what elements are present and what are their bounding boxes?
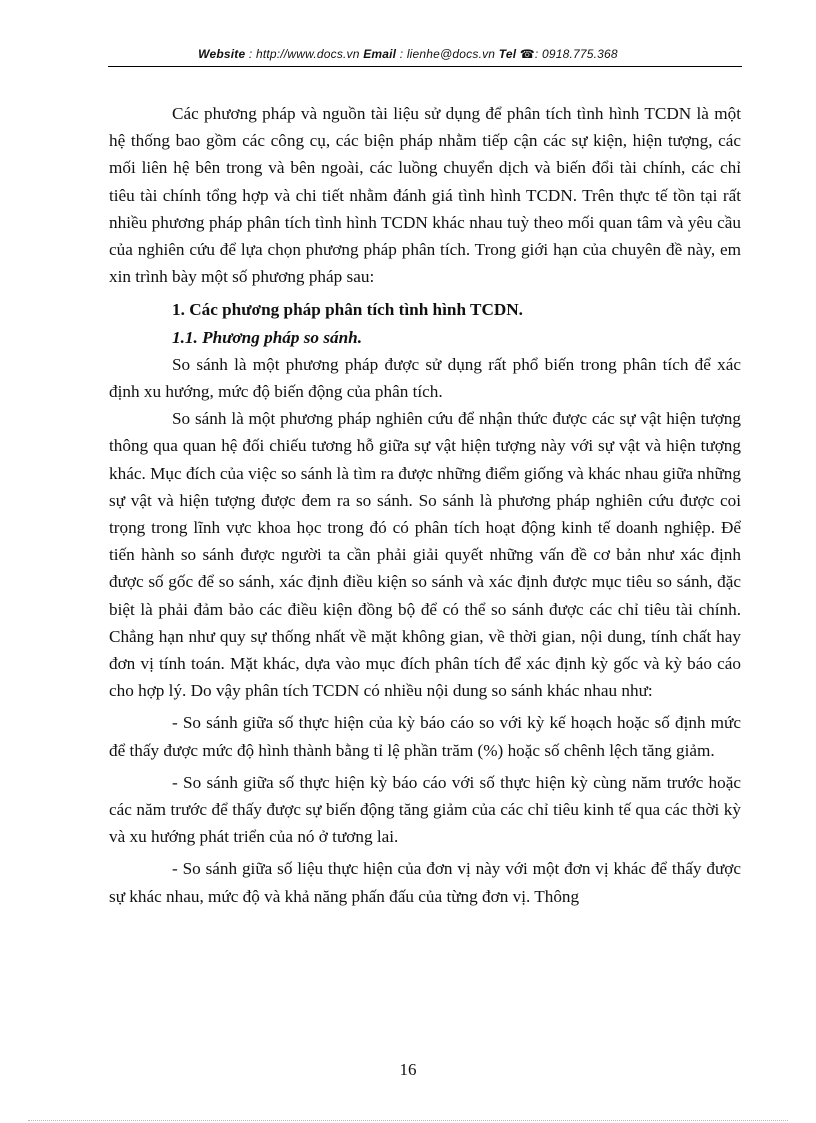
section-heading: 1. Các phương pháp phân tích tình hình TCDN.: [172, 300, 523, 320]
email-address: : lienhe@docs.vn: [399, 47, 496, 61]
website-url: : http://www.docs.vn: [248, 47, 360, 61]
tel-label: Tel: [498, 47, 517, 61]
website-label: Website: [198, 47, 246, 61]
email-label: Email: [363, 47, 397, 61]
comparison-definition-paragraph: So sánh là một phương pháp được sử dụng rất phổ biến trong phân tích để xác định xu hướng, mức độ biến động của phân tích.: [109, 354, 741, 402]
bullet-item: - So sánh giữa số liệu thực hiện của đơn vị này với một đơn vị khác để thấy được sự khác nhau, mức độ và khả năng phấn đấu của từng đơn vị. Thông: [109, 859, 741, 906]
bullet-item: - So sánh giữa số thực hiện của kỳ báo cáo so với kỳ kế hoạch hoặc số định mức để thấy được mức độ hình thành bằng tỉ lệ phần trăm (%) hoặc số chênh lệch tăng giảm.: [109, 713, 741, 760]
tel-number: ☎: 0918.775.368: [519, 47, 618, 61]
page-header: [0, 47, 816, 61]
comparison-detail-paragraph: So sánh là một phương pháp nghiên cứu để nhận thức được các sự vật hiện tượng thông qua quan hệ đối chiếu tương hỗ giữa sự vật hiện tượng này với sự vật và hiện tượng khác. Mục đích của việc so sánh là tìm ra được những điểm giống và khác nhau giữa những sự vật và hiện tượng được đem ra so sánh. So sánh là phương pháp nghiên cứu được coi trọng trong lĩnh vực khoa học trong đó có phân tích hoạt động kinh tế doanh nghiệp. Để tiến hành so sánh được người ta cần phải giải quyết những vấn đề cơ bản như xác định được số gốc để so sánh, xác định điều kiện so sánh và xác định được mục tiêu so sánh, đặc biệt là phải đảm bảo các điều kiện đồng bộ để có thể so sánh được các chỉ tiêu tài chính. Chẳng hạn như quy sự thống nhất về mặt không gian, về thời gian, nội dung, tính chất hay đơn vị tính toán. Mặt khác, dựa vào mục đích phân tích để xác định kỳ gốc và kỳ báo cáo cho hợp lý. Do vậy phân tích TCDN có nhiều nội dung so sánh khác nhau như:: [109, 409, 741, 701]
page-body: [109, 100, 741, 910]
bullet-item: - So sánh giữa số thực hiện kỳ báo cáo với số thực hiện kỳ cùng năm trước hoặc các năm trước để thấy được sự biến động tăng giảm của các chỉ tiêu kinh tế qua các thời kỳ và xu hướng phát triển của nó ở tương lai.: [109, 772, 741, 847]
bottom-divider: [28, 1120, 788, 1121]
intro-paragraph: Các phương pháp và nguồn tài liệu sử dụng để phân tích tình hình TCDN là một hệ thống bao gồm các công cụ, các biện pháp nhằm tiếp cận các sự kiện, hiện tượng, các mối liên hệ bên trong và bên ngoài, các luồng chuyển dịch và biến đổi tài chính, các chỉ tiêu tài chính tổng hợp và chi tiết nhằm đánh giá tình hình TCDN. Trên thực tế tồn tại rất nhiều phương pháp phân tích tình hình TCDN khác nhau tuỳ theo mối quan tâm và yêu cầu của nghiên cứu để lựa chọn phương pháp phân tích. Trong giới hạn của chuyên đề này, em xin trình bày một số phương pháp sau:: [109, 104, 741, 287]
subsection-heading: 1.1. Phương pháp so sánh.: [172, 327, 363, 347]
header-divider: [108, 66, 742, 67]
page-number: 16: [399, 1060, 417, 1079]
